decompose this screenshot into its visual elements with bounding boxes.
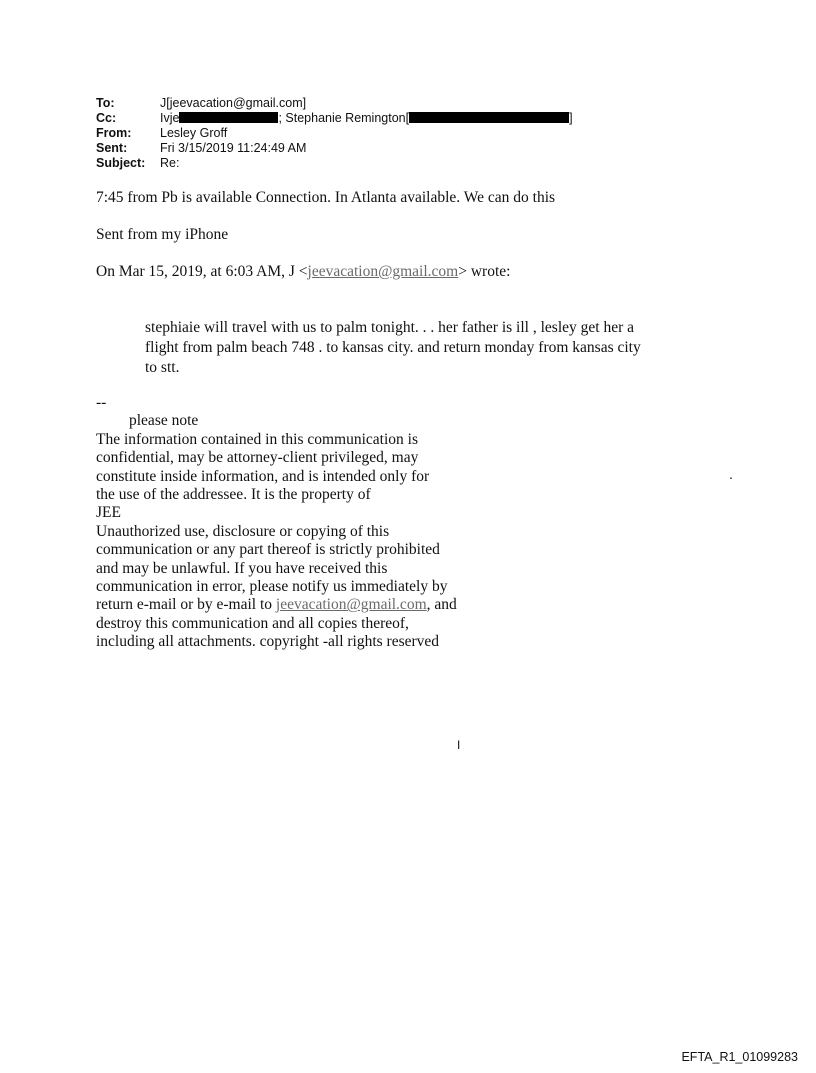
disclaimer-line: The information contained in this communication is <box>96 430 418 448</box>
subject-label: Subject: <box>96 156 146 170</box>
disclaimer-line <box>96 596 457 614</box>
disclaimer-note: please note <box>129 412 199 430</box>
disclaimer-line: JEE <box>96 504 121 522</box>
message-body: 7:45 from Pb is available Connection. In Atlanta available. We can do this <box>96 189 556 206</box>
cc-value-mid: ; Stephanie Remington[ <box>278 111 410 125</box>
disclaimer-email-link[interactable]: jeevacation@gmail.com <box>275 596 427 614</box>
redaction-bar <box>179 112 278 123</box>
email-before: return e-mail or by e-mail to <box>96 596 276 614</box>
disclaimer-line: confidential, may be attorney-client privileged, may <box>96 449 419 467</box>
from-value: Lesley Groff <box>160 126 228 140</box>
signature: Sent from my iPhone <box>96 226 229 243</box>
quote-intro-after: > wrote: <box>458 263 511 280</box>
quote-intro-before: On Mar 15, 2019, at 6:03 AM, J < <box>96 263 308 280</box>
sent-value: Fri 3/15/2019 11:24:49 AM <box>160 141 307 155</box>
separator: -- <box>96 394 107 411</box>
redaction-bar <box>409 112 569 123</box>
stray-bar: I <box>457 738 461 752</box>
email-link[interactable]: jeevacation@gmail.com <box>307 263 459 280</box>
disclaimer-line: the use of the addressee. It is the property of <box>96 486 371 504</box>
stray-dot: . <box>729 466 733 482</box>
disclaimer-line: communication or any part thereof is strictly prohibited <box>96 541 440 559</box>
disclaimer-line: Unauthorized use, disclosure or copying of this <box>96 522 390 540</box>
to-label: To: <box>96 96 115 110</box>
disclaimer-line: including all attachments. copyright -all rights reserved <box>96 633 440 651</box>
sent-row <box>96 141 573 156</box>
from-row <box>96 126 573 141</box>
email-header <box>96 96 573 171</box>
email-after: , and <box>426 596 457 614</box>
disclaimer <box>96 394 457 652</box>
bates-number: EFTA_R1_01099283 <box>681 1050 798 1064</box>
to-row <box>96 96 573 111</box>
quote-intro <box>96 263 510 281</box>
cc-value-start: Ivje <box>160 111 180 125</box>
disclaimer-line: constitute inside information, and is intended only for <box>96 467 430 485</box>
sent-label: Sent: <box>96 141 128 155</box>
disclaimer-line: communication in error, please notify us immediately by <box>96 578 448 596</box>
cc-value-end: ] <box>569 111 573 125</box>
quoted-message <box>145 318 675 378</box>
disclaimer-line: destroy this communication and all copies thereof, <box>96 614 409 632</box>
cc-value <box>160 111 573 126</box>
subject-row <box>96 156 573 171</box>
subject-value: Re: <box>160 156 180 170</box>
to-value: J[jeevacation@gmail.com] <box>160 96 307 110</box>
cc-label: Cc: <box>96 111 117 125</box>
quoted-line: flight from palm beach 748 . to kansas city. and return monday from kansas city <box>145 339 641 356</box>
from-label: From: <box>96 126 132 140</box>
disclaimer-line: and may be unlawful. If you have received this <box>96 559 388 577</box>
quoted-line: stephiaie will travel with us to palm tonight. . . her father is ill , lesley get her a <box>145 319 634 336</box>
quoted-line: to stt. <box>145 359 180 376</box>
cc-row <box>96 111 573 126</box>
